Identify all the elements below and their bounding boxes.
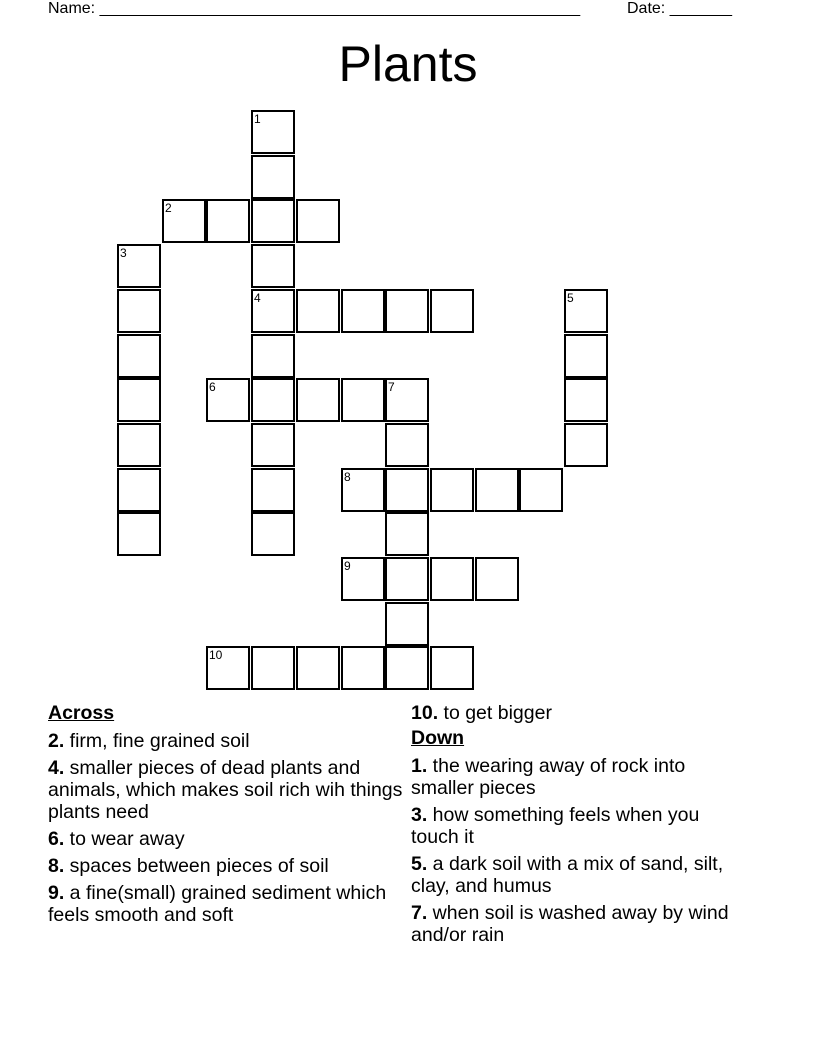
crossword-cell[interactable] bbox=[385, 602, 429, 646]
crossword-cell[interactable] bbox=[251, 468, 295, 512]
page-title: Plants bbox=[338, 36, 478, 92]
across-heading: Across bbox=[48, 702, 115, 724]
clue-number: 3. bbox=[411, 804, 428, 826]
crossword-cell[interactable] bbox=[385, 557, 429, 601]
down-clue bbox=[411, 804, 751, 848]
clue-text: the wearing away of rock into smaller pieces bbox=[411, 755, 686, 799]
clue-number-label: 6 bbox=[209, 380, 216, 394]
across-clue bbox=[411, 702, 751, 724]
date-field: Date: _______ bbox=[627, 0, 732, 17]
clue-number: 2. bbox=[48, 730, 65, 752]
clue-number-label: 7 bbox=[388, 380, 395, 394]
crossword-cell[interactable] bbox=[206, 378, 250, 422]
clue-number-label: 2 bbox=[165, 201, 172, 215]
clue-number: 9. bbox=[48, 882, 65, 904]
crossword-cell[interactable] bbox=[564, 289, 608, 333]
across-clue bbox=[48, 757, 403, 823]
crossword-cell[interactable] bbox=[251, 423, 295, 467]
clues-right-column bbox=[411, 702, 751, 951]
clue-number: 8. bbox=[48, 855, 65, 877]
clue-number-label: 8 bbox=[344, 470, 351, 484]
crossword-cell[interactable] bbox=[564, 378, 608, 422]
clue-text: smaller pieces of dead plants and animals, which makes soil rich wih things plants need bbox=[48, 757, 403, 823]
crossword-cell[interactable] bbox=[564, 334, 608, 378]
crossword-cell[interactable] bbox=[251, 646, 295, 690]
crossword-cell[interactable] bbox=[475, 557, 519, 601]
crossword-cell[interactable] bbox=[385, 512, 429, 556]
clue-text: when soil is washed away by wind and/or rain bbox=[411, 902, 729, 946]
crossword-cell[interactable] bbox=[430, 557, 474, 601]
crossword-cell[interactable] bbox=[385, 289, 429, 333]
crossword-cell[interactable] bbox=[296, 646, 340, 690]
clue-text: spaces between pieces of soil bbox=[64, 855, 329, 877]
crossword-cell[interactable] bbox=[117, 468, 161, 512]
crossword-cell[interactable] bbox=[251, 378, 295, 422]
crossword-cell[interactable] bbox=[296, 199, 340, 243]
crossword-cell[interactable] bbox=[117, 423, 161, 467]
crossword-cell[interactable] bbox=[341, 557, 385, 601]
crossword-cell[interactable] bbox=[117, 378, 161, 422]
clue-number-label: 5 bbox=[567, 291, 574, 305]
crossword-cell[interactable] bbox=[251, 334, 295, 378]
clue-number: 7. bbox=[411, 902, 428, 924]
crossword-cell[interactable] bbox=[475, 468, 519, 512]
clue-number: 6. bbox=[48, 828, 65, 850]
crossword-cell[interactable] bbox=[341, 468, 385, 512]
clue-text: firm, fine grained soil bbox=[64, 730, 250, 752]
crossword-cell[interactable] bbox=[251, 155, 295, 199]
down-clue bbox=[411, 755, 751, 799]
clue-text: a dark soil with a mix of sand, silt, clay, and humus bbox=[411, 853, 724, 897]
crossword-cell[interactable] bbox=[341, 289, 385, 333]
crossword-cell[interactable] bbox=[385, 468, 429, 512]
crossword-cell[interactable] bbox=[117, 289, 161, 333]
crossword-cell[interactable] bbox=[117, 334, 161, 378]
crossword-cell[interactable] bbox=[251, 289, 295, 333]
crossword-cell[interactable] bbox=[206, 199, 250, 243]
crossword-cell[interactable] bbox=[251, 199, 295, 243]
clue-text: to wear away bbox=[64, 828, 185, 850]
clue-number-label: 3 bbox=[120, 246, 127, 260]
clue-number: 1. bbox=[411, 755, 428, 777]
crossword-cell[interactable] bbox=[385, 378, 429, 422]
across-clue bbox=[48, 882, 403, 926]
crossword-cell[interactable] bbox=[430, 646, 474, 690]
crossword-cell[interactable] bbox=[385, 646, 429, 690]
clue-text: how something feels when you touch it bbox=[411, 804, 700, 848]
crossword-cell[interactable] bbox=[162, 199, 206, 243]
clues-left-column bbox=[48, 702, 403, 931]
clue-number-label: 9 bbox=[344, 559, 351, 573]
across-clue bbox=[48, 855, 403, 877]
clue-number: 5. bbox=[411, 853, 428, 875]
clue-number-label: 1 bbox=[254, 112, 261, 126]
clue-text: to get bigger bbox=[438, 702, 552, 724]
crossword-cell[interactable] bbox=[206, 646, 250, 690]
crossword-cell[interactable] bbox=[296, 289, 340, 333]
crossword-cell[interactable] bbox=[117, 512, 161, 556]
crossword-cell[interactable] bbox=[341, 378, 385, 422]
down-clue bbox=[411, 853, 751, 897]
crossword-cell[interactable] bbox=[251, 110, 295, 154]
clue-number-label: 10 bbox=[209, 648, 223, 662]
down-clue bbox=[411, 902, 751, 946]
name-field: Name: ______________________________________________________ bbox=[48, 0, 581, 17]
crossword-cell[interactable] bbox=[519, 468, 563, 512]
crossword-cell[interactable] bbox=[296, 378, 340, 422]
down-heading: Down bbox=[411, 727, 465, 749]
crossword-cell[interactable] bbox=[341, 646, 385, 690]
clue-number: 4. bbox=[48, 757, 65, 779]
crossword-cell[interactable] bbox=[430, 289, 474, 333]
crossword-cell[interactable] bbox=[385, 423, 429, 467]
clue-text: a fine(small) grained sediment which feels smooth and soft bbox=[48, 882, 387, 926]
across-clue bbox=[48, 730, 403, 752]
clue-number: 10. bbox=[411, 702, 439, 724]
crossword-cell[interactable] bbox=[117, 244, 161, 288]
crossword-cell[interactable] bbox=[564, 423, 608, 467]
clue-number-label: 4 bbox=[254, 291, 261, 305]
crossword-cell[interactable] bbox=[430, 468, 474, 512]
crossword-cell[interactable] bbox=[251, 244, 295, 288]
across-clue bbox=[48, 828, 403, 850]
crossword-cell[interactable] bbox=[251, 512, 295, 556]
